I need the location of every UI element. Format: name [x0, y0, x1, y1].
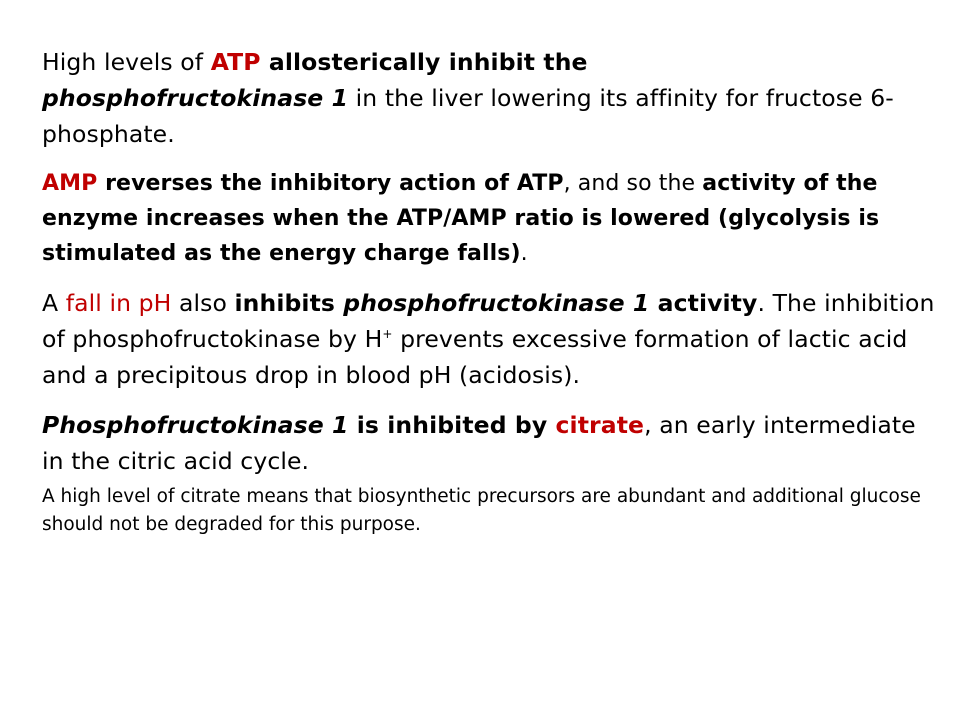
- text-run: prevents excessive formation of lactic acid and a precipitous drop in blood pH (acidosis).: [42, 325, 908, 389]
- paragraph-citrate-explanation: [42, 483, 942, 539]
- highlight-fall-in-ph: fall in pH: [65, 289, 172, 317]
- slide-body: [42, 44, 942, 539]
- enzyme-name: phosphofructokinase 1: [42, 84, 349, 112]
- enzyme-name: phosphofructokinase 1: [343, 289, 650, 317]
- text-run: . The inhibition of phosphofructokinase by H: [42, 289, 935, 353]
- text-run: in the liver lowering its affinity for fructose 6-phosphate.: [42, 84, 894, 148]
- bold-text: activity of the enzyme increases when the ATP/AMP ratio is lowered (glycolysis is stimulated as the energy charge falls): [42, 171, 880, 266]
- highlight-amp: AMP: [42, 171, 98, 196]
- bold-text: inhibits: [234, 289, 344, 317]
- text-run: A: [42, 289, 66, 317]
- paragraph-atp-inhibition: [42, 44, 942, 152]
- text-run: also: [171, 289, 235, 317]
- bold-text: is inhibited by: [348, 411, 556, 439]
- text-run: .: [520, 241, 528, 266]
- bold-text: activity: [649, 289, 758, 317]
- text-run: , and so the: [563, 171, 703, 196]
- bold-text: reverses the inhibitory action of ATP: [97, 171, 564, 196]
- paragraph-citrate-inhibition: [42, 407, 942, 479]
- paragraph-ph-inhibition: [42, 285, 942, 393]
- highlight-atp: ATP: [210, 48, 261, 76]
- text-run: A high level of citrate means that biosynthetic precursors are abundant and additional glucose should not be degraded for this purpose.: [42, 486, 921, 535]
- text-run: High levels of: [42, 48, 211, 76]
- text-run: , an early intermediate in the citric acid cycle.: [42, 411, 916, 475]
- paragraph-amp-reversal: [42, 166, 942, 271]
- superscript-plus: +: [382, 327, 393, 342]
- highlight-citrate: citrate: [555, 411, 645, 439]
- enzyme-name: Phosphofructokinase 1: [42, 411, 349, 439]
- bold-text: allosterically inhibit the: [260, 48, 588, 76]
